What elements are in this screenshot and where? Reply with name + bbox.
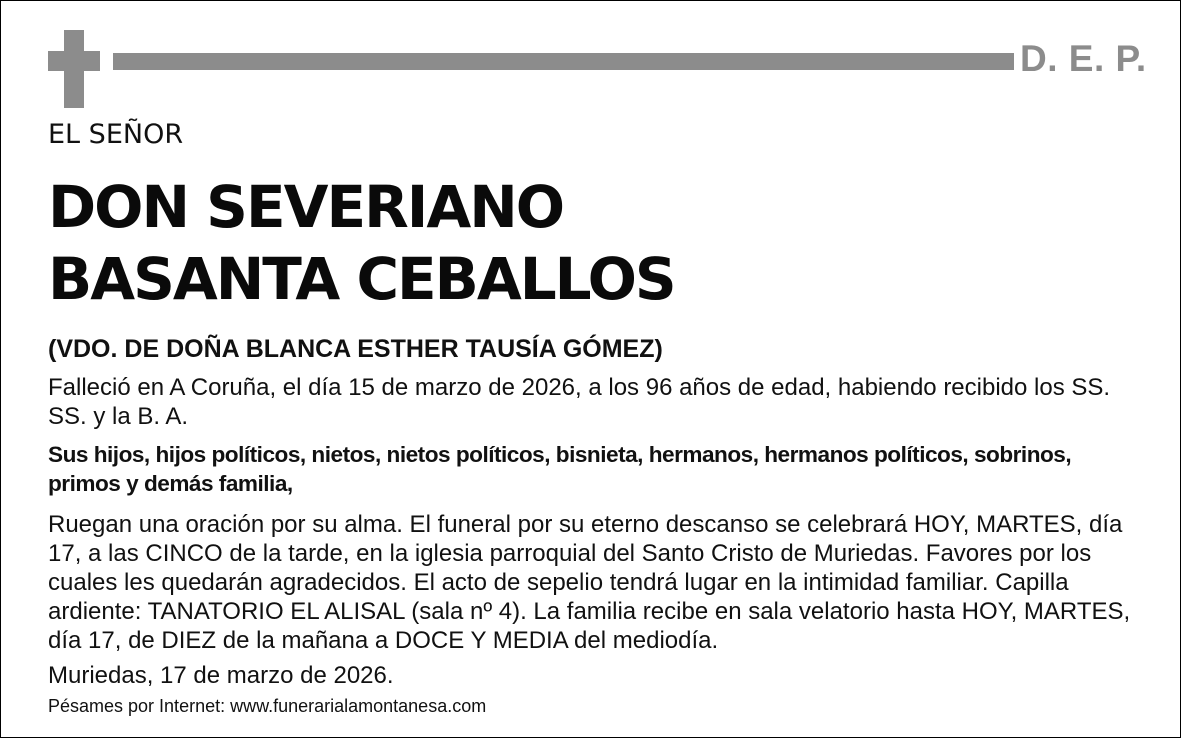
internet-condolences: Pésames por Internet: www.funerarialamontanesa.com [48,696,487,716]
deceased-name-line-2: BASANTA CEBALLOS [48,245,675,313]
funeral-paragraph: Ruegan una oración por su alma. El funeral por su eterno descanso se celebrará HOY, MARTES, día 17, a las CINCO de la tarde, en la iglesia parroquial del Santo Cristo de Muriedas. Favores por los cuales les quedarán agradecidos. El acto de sepelio tendrá lugar en la intimidad familiar. Capilla ardiente: TANATORIO EL ALISAL (sala nº 4). La familia recibe en sala velatorio hasta HOY, MARTES, día 17, de DIEZ de la mañana a DOCE Y MEDIA del mediodía. [48,511,1131,654]
salutation: EL SEÑOR [48,119,184,150]
family-paragraph: Sus hijos, hijos políticos, nietos, nietos políticos, bisnieta, hermanos, hermanos políticos, sobrinos, primos y demás familia, [48,442,1072,496]
cross-horizontal-bar [48,51,100,71]
header-rule [113,53,1014,70]
place-date: Muriedas, 17 de marzo de 2026. [48,662,394,689]
deceased-name-line-1: DON SEVERIANO [48,173,564,241]
death-paragraph: Falleció en A Coruña, el día 15 de marzo de 2026, a los 96 años de edad, habiendo recibido los SS. SS. y la B. A. [48,374,1111,430]
widow-of-line: (VDO. DE DOÑA BLANCA ESTHER TAUSÍA GÓMEZ) [48,335,663,363]
dep-heading: D. E. P. [1020,38,1147,79]
deceased-name [48,171,675,315]
